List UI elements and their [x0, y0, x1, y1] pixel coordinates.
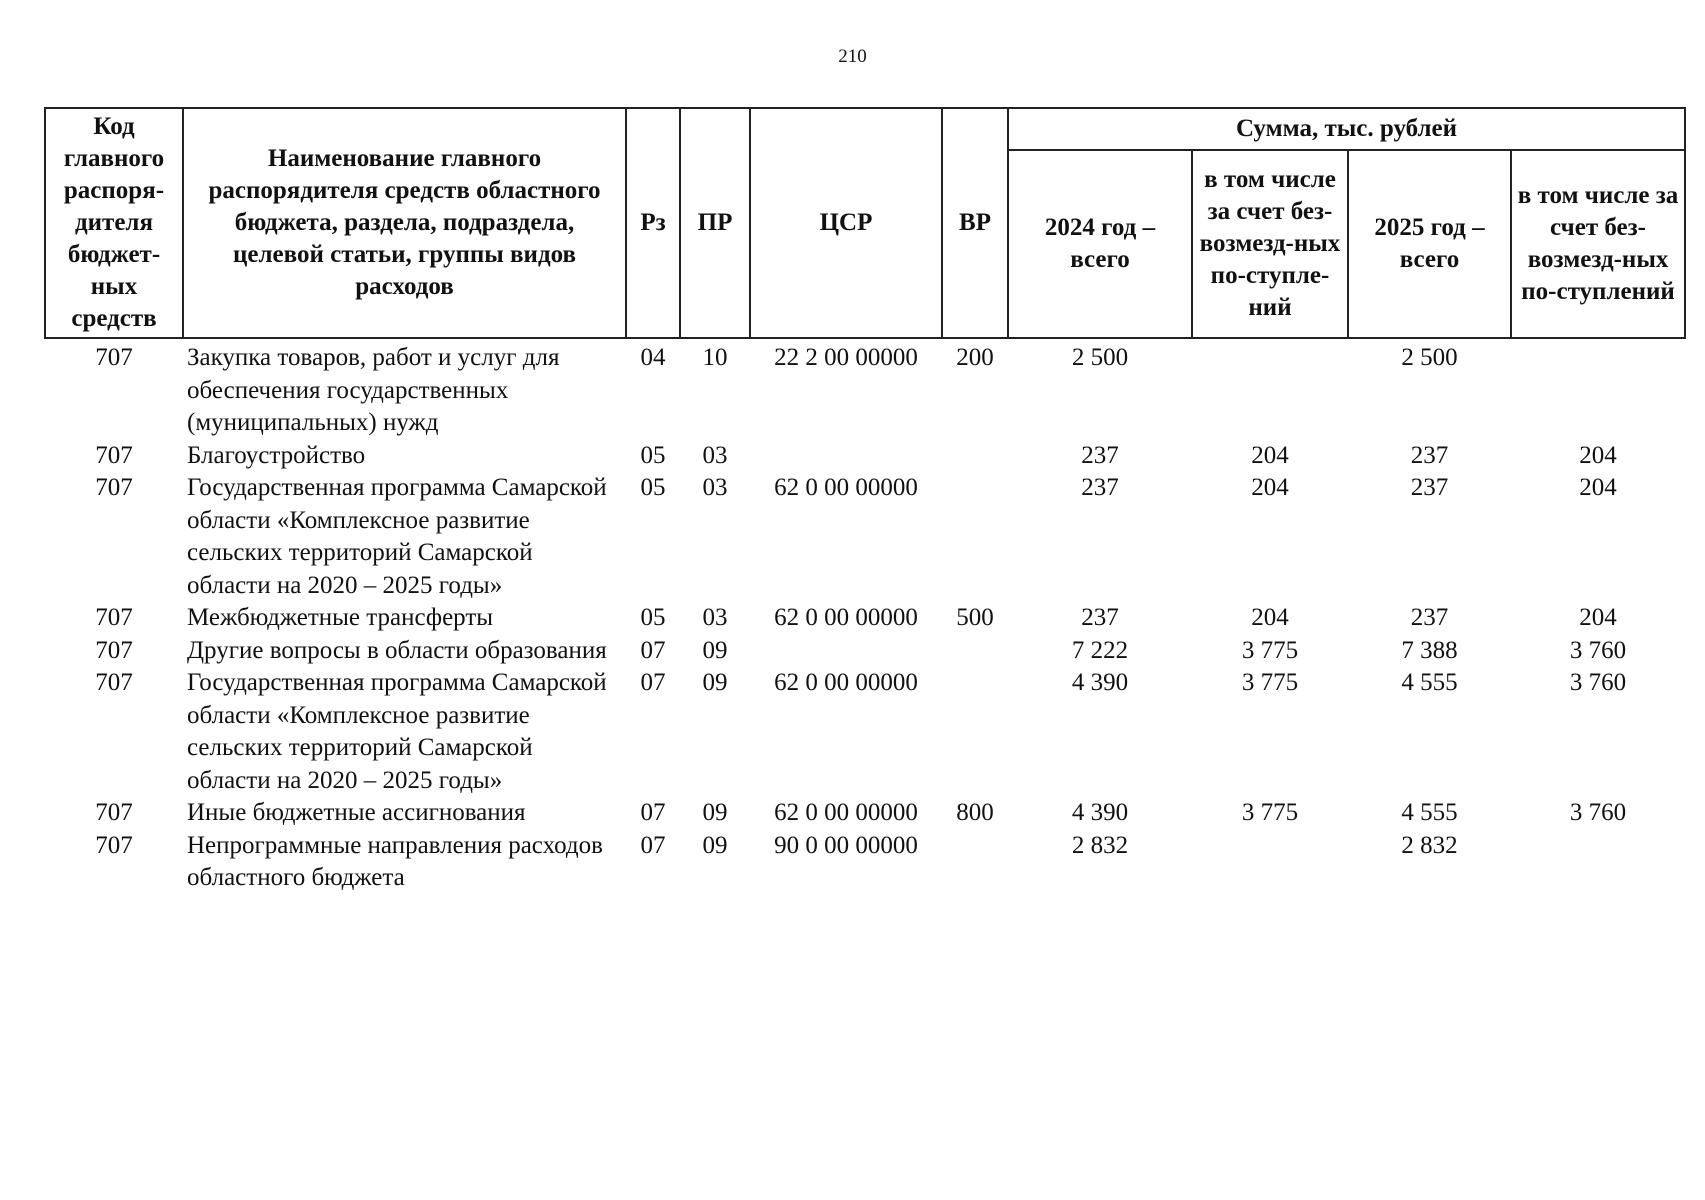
cell-code: 707: [95, 344, 133, 371]
cell-rz: 05: [640, 604, 666, 631]
header-name: Наименование главного распорядителя средств областного бюджета, раздела, подраздела, целевой статьи, группы видов расходов: [183, 108, 626, 338]
cell-code: 707: [95, 604, 133, 631]
table-header: [45, 108, 1685, 338]
cell-2024-total: 2 500: [1071, 344, 1129, 371]
cell-2025-free: 204: [1579, 604, 1617, 631]
cell-csr: 22 2 00 00000: [774, 344, 918, 371]
cell-2024-free: [1192, 830, 1348, 895]
cell-2025-total: 4 555: [1401, 799, 1458, 826]
cell-name: Государственная программа Самарской области «Комплексное развитие сельских территорий Самарской области на 2020 – 2025 годы»: [187, 669, 607, 794]
cell-pr: 03: [702, 604, 728, 631]
budget-table: [44, 107, 1686, 895]
cell-2024-free: 204: [1251, 441, 1289, 469]
cell-pr: 09: [702, 831, 728, 859]
header-2025-total: 2025 год – всего: [1348, 150, 1511, 338]
cell-name: Благоустройство: [187, 441, 366, 469]
header-csr: ЦСР: [750, 108, 942, 338]
table-body: [45, 338, 1685, 895]
cell-2025-free: 204: [1579, 441, 1617, 469]
cell-2025-free: 3 760: [1569, 799, 1627, 826]
cell-2024-total: 237: [1081, 604, 1119, 631]
cell-csr: [750, 635, 942, 668]
header-2024-free: в том числе за счет без-возмезд-ных по-ступле-ний: [1192, 150, 1348, 338]
cell-code: 707: [95, 441, 133, 469]
cell-vr: 800: [956, 799, 994, 826]
table-row: [45, 440, 1685, 473]
cell-2024-free: 204: [1251, 604, 1289, 631]
header-2025-free: в том числе за счет без-возмезд-ных по-ступлений: [1511, 150, 1685, 338]
cell-vr: 200: [956, 344, 994, 371]
cell-rz: 05: [640, 441, 666, 469]
header-vr: ВР: [942, 108, 1008, 338]
table-row: [45, 602, 1685, 635]
cell-2024-total: 7 222: [1071, 636, 1129, 664]
cell-2024-free: [1192, 338, 1348, 440]
table-row: [45, 830, 1685, 895]
cell-2025-total: 237: [1410, 441, 1449, 469]
cell-csr: [750, 440, 942, 473]
cell-2025-free: [1511, 830, 1685, 895]
header-code: Код главного распоря-дителя бюджет-ных средств: [45, 108, 183, 338]
cell-pr: 03: [702, 474, 728, 501]
cell-2025-total: 7 388: [1401, 636, 1458, 664]
cell-2025-total: 237: [1410, 604, 1449, 631]
cell-2025-total: 2 832: [1401, 831, 1458, 859]
cell-2025-total: 2 500: [1401, 344, 1458, 371]
cell-2024-free: 204: [1251, 474, 1289, 501]
cell-pr: 09: [702, 799, 728, 826]
cell-rz: 05: [640, 474, 666, 501]
cell-2025-total: 237: [1410, 474, 1449, 501]
cell-code: 707: [95, 669, 133, 696]
cell-pr: 09: [702, 636, 728, 664]
cell-code: 707: [95, 636, 133, 664]
cell-csr: 62 0 00 00000: [774, 604, 918, 631]
cell-rz: 07: [640, 669, 666, 696]
header-rz: Рз: [626, 108, 680, 338]
cell-csr: 62 0 00 00000: [774, 799, 918, 826]
cell-2025-free: [1511, 338, 1685, 440]
cell-csr: 62 0 00 00000: [774, 474, 918, 501]
cell-vr: [942, 440, 1008, 473]
table-row: [45, 472, 1685, 602]
cell-2024-total: 237: [1081, 474, 1119, 501]
cell-2024-free: 3 775: [1241, 799, 1299, 826]
cell-pr: 03: [702, 441, 728, 469]
cell-code: 707: [95, 799, 133, 826]
cell-pr: 10: [702, 344, 728, 371]
cell-rz: 07: [640, 799, 666, 826]
cell-rz: 07: [640, 831, 666, 859]
cell-name: Межбюджетные трансферты: [187, 604, 494, 631]
cell-code: 707: [95, 831, 133, 859]
cell-2024-total: 2 832: [1071, 831, 1129, 859]
cell-2025-total: 4 555: [1401, 669, 1458, 696]
cell-rz: 04: [640, 344, 666, 371]
cell-code: 707: [95, 474, 133, 501]
table-row: [45, 338, 1685, 440]
cell-rz: 07: [640, 636, 666, 664]
page-number: 210: [838, 46, 867, 67]
table-row: [45, 797, 1685, 830]
cell-name: Закупка товаров, работ и услуг для обеспечения государственных (муниципальных) нужд: [187, 344, 560, 436]
cell-name: Иные бюджетные ассигнования: [187, 799, 526, 826]
cell-csr: 90 0 00 00000: [774, 831, 918, 859]
cell-vr: [942, 830, 1008, 895]
cell-vr: 500: [956, 604, 994, 631]
cell-2024-free: 3 775: [1241, 669, 1299, 696]
cell-2024-total: 4 390: [1071, 799, 1129, 826]
header-sum-group: Сумма, тыс. рублей: [1008, 108, 1685, 150]
cell-2024-total: 237: [1081, 441, 1119, 469]
cell-name: Государственная программа Самарской области «Комплексное развитие сельских территорий Самарской области на 2020 – 2025 годы»: [187, 474, 607, 599]
cell-2025-free: 3 760: [1569, 669, 1627, 696]
cell-2025-free: 3 760: [1569, 636, 1627, 664]
cell-vr: [942, 472, 1008, 602]
header-pr: ПР: [680, 108, 750, 338]
cell-vr: [942, 635, 1008, 668]
header-2024-total: 2024 год – всего: [1008, 150, 1192, 338]
cell-2024-total: 4 390: [1071, 669, 1129, 696]
cell-2025-free: 204: [1579, 474, 1617, 501]
table-row: [45, 635, 1685, 668]
table-row: [45, 667, 1685, 797]
cell-name: Непрограммные направления расходов областного бюджета: [187, 831, 603, 891]
cell-vr: [942, 667, 1008, 797]
cell-2024-free: 3 775: [1241, 636, 1299, 664]
cell-pr: 09: [702, 669, 728, 696]
cell-name: Другие вопросы в области образования: [187, 636, 607, 664]
cell-csr: 62 0 00 00000: [774, 669, 918, 696]
